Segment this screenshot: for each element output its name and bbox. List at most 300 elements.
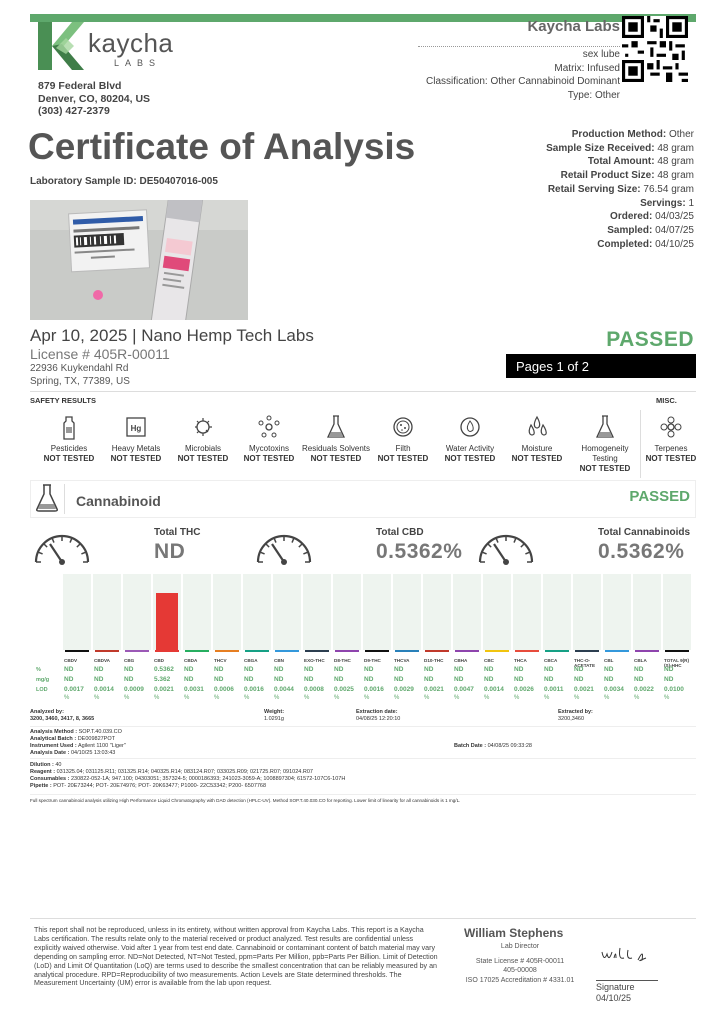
safety-name: Homogeneity Testing — [581, 444, 629, 463]
lod-unit: % — [334, 695, 340, 701]
safety-name: Heavy Metals — [111, 444, 161, 453]
signature-label: Signature — [596, 982, 635, 992]
method-label: Analysis Method : — [30, 729, 78, 735]
meta-divider — [30, 726, 696, 727]
cell-pct: ND — [214, 666, 224, 673]
safety-status: NOT TESTED — [110, 454, 162, 463]
safety-status: NOT TESTED — [579, 464, 631, 473]
meta-divider — [30, 758, 696, 759]
cell-mgg: 5.362 — [154, 676, 171, 683]
cell-mgg: ND — [514, 676, 524, 683]
kaycha-k-mark-icon — [36, 18, 84, 74]
cell-mgg: ND — [424, 676, 434, 683]
svg-text:Hg: Hg — [130, 424, 142, 433]
cell-mgg: ND — [64, 676, 74, 683]
safety-results-label: SAFETY RESULTS — [30, 396, 96, 405]
client-date-name: Apr 10, 2025 | Nano Hemp Tech Labs — [30, 326, 314, 345]
column-header: CBHA — [454, 658, 468, 663]
pesticide-bottle-icon — [32, 412, 106, 442]
cell-lod: 0.0021 — [574, 686, 594, 693]
batch-date-label: Batch Date : — [454, 743, 487, 749]
bar-background — [273, 574, 301, 650]
cell-pct: ND — [244, 666, 254, 673]
cell-mgg: ND — [454, 676, 464, 683]
production-label: Production Method: — [571, 129, 667, 140]
lod-unit: % — [604, 695, 610, 701]
production-label: Sampled: — [607, 224, 653, 236]
column-header: CBC — [484, 658, 494, 663]
total-value: 0.5362% — [598, 540, 685, 563]
divider — [30, 391, 696, 392]
safety-item-pesticides — [32, 412, 106, 464]
production-value: 04/10/25 — [655, 238, 694, 250]
bar-background — [603, 574, 631, 650]
client-address-line1: 22936 Kuykendahl Rd — [30, 363, 129, 374]
handwritten-signature — [596, 944, 656, 970]
signer-name: William Stephens — [464, 926, 564, 940]
row-label: % — [36, 667, 41, 673]
lod-unit: % — [394, 695, 400, 701]
lod-unit: % — [484, 695, 490, 701]
pages-indicator: Pages 1 of 2 — [506, 354, 696, 378]
cell-pct: ND — [484, 666, 494, 673]
cannabinoid-bar-chart — [62, 574, 692, 652]
cell-mgg: ND — [94, 676, 104, 683]
safety-name: Filth — [395, 444, 411, 453]
bar-baseline — [665, 650, 689, 652]
safety-status: NOT TESTED — [444, 454, 496, 463]
safety-status: NOT TESTED — [511, 454, 563, 463]
sample-id — [30, 176, 218, 187]
gauge-icon — [474, 526, 538, 566]
cell-mgg: ND — [364, 676, 374, 683]
analysis-method-block — [30, 729, 126, 757]
cell-mgg: ND — [544, 676, 554, 683]
column-header: CBD — [154, 658, 164, 663]
moisture-drops-icon — [500, 412, 574, 442]
extraction-value: 04/08/25 12:20:10 — [356, 716, 401, 722]
cell-mgg: ND — [274, 676, 284, 683]
production-value: Other — [668, 129, 694, 140]
column-header: CBDV — [64, 658, 78, 663]
production-row — [546, 155, 694, 169]
cell-lod: 0.0022 — [634, 686, 654, 693]
production-label: Completed: — [597, 238, 653, 250]
cell-pct: ND — [544, 666, 554, 673]
header-product-info — [426, 48, 620, 102]
cell-lod: 0.0021 — [424, 686, 444, 693]
production-value: 1 — [688, 197, 694, 209]
cell-mgg: ND — [334, 676, 344, 683]
cell-pct: ND — [64, 666, 74, 673]
bar-background — [573, 574, 601, 650]
bar-background — [393, 574, 421, 650]
production-row — [546, 197, 694, 211]
signature-block — [596, 982, 635, 1004]
overall-passed-badge: PASSED — [606, 328, 694, 351]
cell-pct: 0.5362 — [154, 666, 174, 673]
safety-status: NOT TESTED — [177, 454, 229, 463]
microbe-icon — [166, 412, 240, 442]
cell-pct: ND — [574, 666, 584, 673]
cell-pct: ND — [274, 666, 284, 673]
safety-item-filth — [366, 412, 440, 464]
cell-pct: ND — [334, 666, 344, 673]
cell-lod: 0.0011 — [544, 686, 564, 693]
total-value: 0.5362% — [376, 540, 463, 563]
client-license: License # 405R-00011 — [30, 346, 170, 362]
disclaimer: This report shall not be reproduced, unless in its entirety, without written approval from Kaycha Labs. This report is a Kaycha Labs certification. The results relate only to the material received or product analyzed. Test results are confidential unless explicitly waived otherwise. Void after 1 year from test end date. Cannabinoid or contaminant content of batch material may vary depending on sampling error. ND=Not Detected, NT=Not Tested, ppm=Parts Per Million, ppb=Parts Per Billion. Limit of Detection (LoD) and Limit Of Quantitation (LoQ) are terms used to describe the smallest concentration that can be reliably measured by an analytical procedure. RPD=Reproducibility of two measurements. Action Levels are State determined thresholds. The Measurement Uncertainty (UM) error is available from the lab upon request. — [34, 926, 438, 988]
batch-value: DE009827POT — [77, 736, 115, 742]
cell-pct: ND — [364, 666, 374, 673]
production-label: Retail Serving Size: — [547, 183, 641, 195]
safety-name: Water Activity — [445, 444, 495, 453]
cell-pct: ND — [304, 666, 314, 673]
signature-date: 04/10/25 — [596, 993, 632, 1003]
document-title: Certificate of Analysis — [28, 126, 416, 167]
bar-baseline — [215, 650, 239, 652]
cell-mgg: ND — [214, 676, 224, 683]
dilution-value: 40 — [55, 762, 62, 768]
filth-icon — [366, 412, 440, 442]
safety-item-moisture — [500, 412, 574, 464]
cell-lod: 0.0044 — [274, 686, 294, 693]
lod-unit: % — [214, 695, 220, 701]
lod-unit: % — [664, 695, 670, 701]
lab-address — [38, 80, 150, 118]
cell-mgg: ND — [484, 676, 494, 683]
production-row — [546, 183, 694, 197]
cell-pct: ND — [634, 666, 644, 673]
bar-baseline — [275, 650, 299, 652]
bar-baseline — [335, 650, 359, 652]
cell-pct: ND — [454, 666, 464, 673]
method-value: SOP.T.40.039.CO — [78, 729, 122, 735]
cell-pct: ND — [424, 666, 434, 673]
lod-unit: % — [304, 695, 310, 701]
column-header: D8-THC — [334, 658, 351, 663]
bar-baseline — [305, 650, 329, 652]
cell-lod: 0.0009 — [124, 686, 144, 693]
lod-unit: % — [424, 695, 430, 701]
production-label: Total Amount: — [587, 156, 655, 168]
cell-lod: 0.0006 — [214, 686, 234, 693]
batch-date-value: 04/08/25 09:33:28 — [487, 743, 532, 749]
column-header: THCV — [214, 658, 227, 663]
safety-item-water-activity — [433, 412, 507, 464]
brand-sub: LABS — [114, 58, 162, 68]
cell-lod: 0.0008 — [304, 686, 324, 693]
safety-item-microbials — [166, 412, 240, 464]
bar-background — [123, 574, 151, 650]
bar-background — [93, 574, 121, 650]
client-address-line2: Spring, TX, 77389, US — [30, 375, 130, 387]
state-license: State License # 405R-00011 — [475, 957, 565, 965]
safety-status: NOT TESTED — [377, 454, 429, 463]
safety-name: Pesticides — [50, 444, 88, 453]
cell-pct: ND — [124, 666, 134, 673]
cell-lod: 0.0021 — [154, 686, 174, 693]
bar-baseline — [635, 650, 659, 652]
lod-unit: % — [94, 695, 100, 701]
weight-value: 1.0291g — [264, 716, 284, 722]
product-type: Type: Other — [567, 89, 620, 101]
cell-pct: ND — [184, 666, 194, 673]
bar-background — [213, 574, 241, 650]
safety-status: NOT TESTED — [243, 454, 295, 463]
bar-background — [63, 574, 91, 650]
lod-unit: % — [154, 695, 160, 701]
instrument-value: Agilent 1100 "Liger" — [78, 743, 126, 749]
cell-lod: 0.0016 — [244, 686, 264, 693]
reagent-value: 031325.04; 031125.R11; 031325.R14; 040325.R14; 083124.R07; 033025.R09; 021725.R07; 091024.R07 — [56, 769, 313, 775]
analyzed-by-value: 3200, 3460, 3417, 8, 3665 — [30, 716, 95, 722]
safety-item-mycotoxins — [232, 412, 306, 464]
classification: Classification: Other Cannabinoid Dominant — [426, 76, 620, 87]
qr-code-icon[interactable] — [622, 16, 688, 82]
lod-unit: % — [244, 695, 250, 701]
extracted-by-value: 3200,3460 — [558, 716, 584, 722]
lod-unit: % — [274, 695, 280, 701]
column-header: THCA — [514, 658, 527, 663]
analyzed-by-block — [30, 709, 94, 723]
bar-baseline — [605, 650, 629, 652]
bar-baseline — [545, 650, 569, 652]
extraction-label: Extraction date: — [356, 709, 398, 715]
column-header: CBDA — [184, 658, 198, 663]
bar-background — [243, 574, 271, 650]
analysis-date-label: Analysis Date : — [30, 750, 70, 756]
extracted-by-block — [558, 709, 593, 723]
production-label: Servings: — [640, 197, 686, 209]
safety-item-homogeneity-testing — [568, 412, 642, 474]
total-label: Total CBD — [376, 527, 424, 538]
safety-status: NOT TESTED — [310, 454, 362, 463]
cell-lod: 0.0047 — [454, 686, 474, 693]
cell-mgg: ND — [574, 676, 584, 683]
reagents-block — [30, 762, 345, 790]
lab-street: 879 Federal Blvd — [38, 80, 122, 92]
flask-icon — [34, 483, 60, 513]
production-value: 04/07/25 — [655, 224, 694, 236]
lod-unit: % — [184, 695, 190, 701]
column-header: CBN — [274, 658, 284, 663]
bar-background — [663, 574, 691, 650]
cell-mgg: ND — [184, 676, 194, 683]
column-header: CBCA — [544, 658, 558, 663]
bar-baseline — [125, 650, 149, 652]
brand-name: kaycha — [88, 28, 174, 58]
pipette-label: Pipette : — [30, 783, 52, 789]
lod-unit: % — [574, 695, 580, 701]
column-header: CBGA — [244, 658, 258, 663]
header-dotted-rule — [418, 46, 620, 47]
instrument-label: Instrument Used : — [30, 743, 77, 749]
extracted-by-label: Extracted by: — [558, 709, 593, 715]
column-header: THCVA — [394, 658, 410, 663]
dilution-label: Dilution : — [30, 762, 54, 768]
cell-lod: 0.0014 — [94, 686, 114, 693]
bar-background — [483, 574, 511, 650]
column-header: THC-O-ACETATE — [574, 658, 596, 668]
bar-baseline — [365, 650, 389, 652]
meta-divider — [30, 794, 696, 795]
flask-icon — [299, 412, 373, 442]
lod-unit: % — [64, 695, 70, 701]
production-row — [546, 210, 694, 224]
safety-name: Moisture — [521, 444, 553, 453]
consumables-label: Consumables : — [30, 776, 70, 782]
misc-separator — [640, 410, 641, 478]
cell-lod: 0.0029 — [394, 686, 414, 693]
bar-background — [363, 574, 391, 650]
bar-background — [183, 574, 211, 650]
row-label: LOD — [36, 687, 48, 693]
lod-unit: % — [454, 695, 460, 701]
batch-date-block — [454, 743, 532, 750]
column-header: D10-THC — [424, 658, 444, 663]
homogeneity-flask-icon — [568, 412, 642, 442]
cell-mgg: ND — [664, 676, 674, 683]
bar-baseline — [425, 650, 449, 652]
column-header: D9-THC — [364, 658, 381, 663]
cannabinoid-separator — [64, 484, 65, 514]
bar-background — [453, 574, 481, 650]
production-row — [546, 238, 694, 252]
safety-item-heavy-metals — [99, 412, 173, 464]
safety-item-terpenes — [634, 412, 708, 464]
production-label: Ordered: — [610, 211, 653, 223]
bar-background — [423, 574, 451, 650]
production-row — [546, 224, 694, 238]
sample-id-label: Laboratory Sample ID: — [30, 176, 137, 187]
total-value: ND — [154, 540, 186, 563]
header-lab-name: Kaycha Labs — [527, 18, 620, 35]
bar-baseline — [245, 650, 269, 652]
cell-lod: 0.0016 — [364, 686, 384, 693]
gauge-icon — [252, 526, 316, 566]
bar-background — [303, 574, 331, 650]
production-label: Retail Product Size: — [560, 170, 655, 182]
safety-name: Microbials — [184, 444, 221, 453]
mycotoxin-icon — [232, 412, 306, 442]
cell-lod: 0.0034 — [604, 686, 624, 693]
weight-label: Weight: — [264, 709, 285, 715]
production-label: Sample Size Received: — [546, 142, 655, 154]
bar-baseline — [95, 650, 119, 652]
lod-unit: % — [544, 695, 550, 701]
analyzed-by-label: Analyzed by: — [30, 709, 64, 715]
safety-item-residuals-solvents — [299, 412, 373, 464]
cell-pct: ND — [514, 666, 524, 673]
lod-unit: % — [124, 695, 130, 701]
lab-city: Denver, CO, 80204, US — [38, 92, 151, 105]
batch-label: Analytical Batch : — [30, 736, 77, 742]
lod-unit: % — [364, 695, 370, 701]
signer-role: Lab Director — [500, 943, 540, 950]
product-name: sex lube — [582, 49, 620, 60]
cell-mgg: ND — [124, 676, 134, 683]
extraction-block — [356, 709, 400, 723]
water-activity-icon — [433, 412, 507, 442]
cell-lod: 0.0017 — [64, 686, 84, 693]
bar-baseline — [395, 650, 419, 652]
production-row — [546, 142, 694, 156]
safety-name: Terpenes — [654, 444, 688, 453]
signature-line — [596, 980, 658, 981]
cell-mgg: ND — [634, 676, 644, 683]
analysis-date-value: 04/10/25 13:03:43 — [70, 750, 116, 756]
bar-background — [633, 574, 661, 650]
cell-lod: 0.0014 — [484, 686, 504, 693]
production-value: 76.54 gram — [643, 183, 694, 195]
lod-unit: % — [514, 695, 520, 701]
matrix: Matrix: Infused — [554, 62, 620, 74]
footer-divider — [30, 918, 696, 919]
cell-pct: ND — [394, 666, 404, 673]
safety-name: Residuals Solvents — [301, 444, 371, 453]
column-header: CBLA — [634, 658, 647, 663]
reagent-label: Reagent : — [30, 769, 56, 775]
cell-lod: 0.0100 — [664, 686, 684, 693]
consumables-value: 230822-052-1A; 947.100; 04303051; 357324-5; 0000186393; 241023-3059-A; 1008897304; 61572-107C6-107H — [70, 776, 346, 782]
bar-baseline — [515, 650, 539, 652]
cell-lod: 0.0025 — [334, 686, 354, 693]
cell-mgg: ND — [304, 676, 314, 683]
cannabinoid-title: Cannabinoid — [76, 493, 161, 509]
cell-pct: ND — [604, 666, 614, 673]
pipette-value: POT- 20E73244; POT- 20E74976; POT- 20K63477; P1000- 22C53342; P200- 6507768 — [53, 783, 267, 789]
misc-label: MISC. — [656, 396, 677, 405]
cannabinoid-passed-badge: PASSED — [629, 488, 690, 505]
signer-info — [458, 942, 582, 985]
bar-baseline — [485, 650, 509, 652]
iso-accreditation: ISO 17025 Accreditation # 4331.01 — [465, 976, 575, 984]
method-note: Full spectrum cannabinoid analysis utilizing High Performance Liquid Chromatography with DAD detection (HPLC-UV). Method SOP.T.40.030.CO for reporting. Lower limit of linearity for all cannabinoids is 1 mg/L. — [30, 798, 461, 803]
gauge-icon — [30, 526, 94, 566]
sample-id-value: DE50407016-005 — [139, 176, 218, 187]
bar-background — [513, 574, 541, 650]
column-header: CBDVA — [94, 658, 110, 663]
kaycha-logo — [36, 18, 196, 76]
bar-baseline — [455, 650, 479, 652]
lab-phone: (303) 427-2379 — [38, 105, 110, 117]
safety-status: NOT TESTED — [43, 454, 95, 463]
bar-background — [543, 574, 571, 650]
bar-baseline — [185, 650, 209, 652]
cell-mgg: ND — [244, 676, 254, 683]
bar-cbd — [156, 593, 178, 650]
lod-unit: % — [634, 695, 640, 701]
bar-baseline — [65, 650, 89, 652]
total-label: Total Cannabinoids — [598, 527, 691, 538]
column-header: TOTAL 9(R)(S)-HHC — [664, 658, 690, 668]
bar-baseline — [575, 650, 599, 652]
terpene-flower-icon — [634, 412, 708, 442]
total-label: Total THC — [154, 527, 201, 538]
column-header: CBG — [124, 658, 135, 663]
row-label: mg/g — [36, 677, 50, 683]
bar-background — [333, 574, 361, 650]
bar-baseline — [155, 650, 179, 652]
state-license-2: 405-00008 — [503, 967, 537, 974]
production-details — [546, 128, 694, 251]
cell-lod: 0.0031 — [184, 686, 204, 693]
production-value: 48 gram — [657, 142, 694, 154]
client-address — [30, 363, 130, 388]
production-value: 48 gram — [657, 170, 694, 182]
cell-pct: ND — [664, 666, 674, 673]
